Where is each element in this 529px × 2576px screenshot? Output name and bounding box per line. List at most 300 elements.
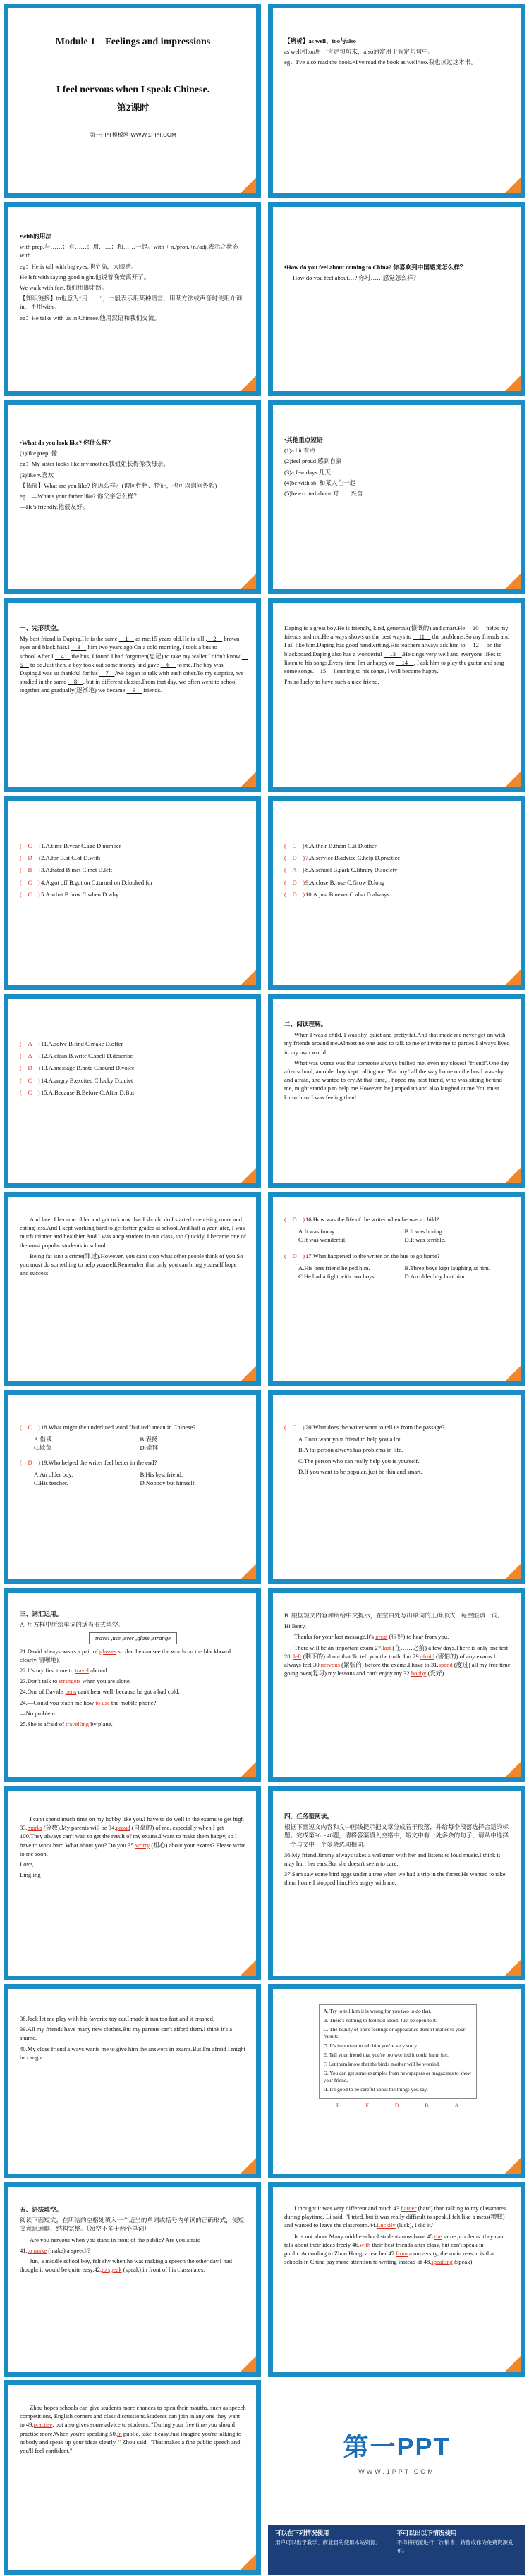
slide-23-grammar[interactable] [4,2182,261,2377]
answer: great [375,1633,388,1641]
slide-25-grammar[interactable] [4,2380,261,2575]
text: public, take it easy.Just imagine you're talking to nobody and speak up your ideas clearly. " Zhou said. "That makes a fine public speech and you'll feel confident." [20,2429,242,2455]
answer: last [382,1644,391,1651]
text: eg：He talks with us in Chinese.他用汉语和我们交流。 [20,314,161,321]
text: (害怕的) of any exams.I always feel 30. [284,1652,496,1669]
blank: 11 [413,633,431,641]
fill-item [20,2246,246,2255]
option: D.It was terrible. [404,1236,446,1244]
text: What was worse was that someone always [294,1059,399,1066]
text: (hard) than talking to my classmates during playtime. [284,2205,506,2221]
options-grid [284,1264,511,1281]
options-grid [20,1470,246,1487]
corner-decoration [241,1564,256,1579]
options: 10.A.just B.never C.also D.always [305,890,389,898]
mc-item [20,1076,246,1085]
answer-key: ( A ) [20,1052,40,1060]
ad-column-text: 不得将资源进行二次销售、转售或作为免费资源发布。 [396,2539,513,2553]
text: (1)like prep. 像…… [20,450,70,457]
answer-key: ( C ) [20,842,40,849]
text: me, even my closest "friend".One day after school, an older boy kept calling me "Fat boy" all the way home on the bus.I was shy and afraid, and wanted to cry.At that time, I hoped my best friend, who was sitting behind me, might stand up to help me.However, he jumped up and also laughed at me.You must know how I was feeling then! [284,1059,509,1101]
fill-item [284,1644,511,1678]
ad-column [275,2529,397,2570]
mc-item [20,1088,246,1097]
text: Lingling [20,1871,41,1879]
answer-letter: D [394,2102,399,2109]
answer: speaking [431,2258,453,2266]
text: How do you feel about…? 你对……感觉怎么样？ [293,274,420,282]
text: a university, the main reason is that schools in China pay more attention to writing instead of 48. [284,2250,495,2266]
text: Zhou hopes schools can give students more chances to open their mouths, such as speech competitions, English corners and class discussions.Students can join in any one they want to 49. [20,2404,246,2429]
corner-decoration [505,1762,521,1777]
options: 8.A.school B.park C.library D.society [305,866,398,874]
slide-19-vocab[interactable] [4,1786,261,1980]
text: 24.—Could you teach me how [20,1699,96,1706]
answer: pens [65,1688,77,1696]
ad-banner [268,2380,525,2525]
answer-key: ( D ) [284,878,305,886]
answer: in [117,2429,122,2437]
blank: 12 [466,641,485,649]
corner-decoration [241,574,256,589]
answer: strangers [59,1677,81,1685]
blank: 3 [71,643,87,651]
answer: harder [401,2205,417,2212]
options: 7.A.service B.advice C.help D.practice [305,854,401,862]
option-line: B. There's nothing to feel bad about. Just be open to it. [323,2016,437,2023]
text: Daping is a great boy.He is friendly, kind, generous(慷慨的) and smart.He [284,624,467,631]
text: •其他重点短语 [284,436,323,443]
section-heading: 四、任务型阅读。 [284,1813,333,1820]
blank: 10 [466,624,485,631]
text: —He's friendly.他很友好。 [20,503,89,511]
text: .He sings very well and everyone likes to listen to his songs.Every time I'm unhappy or [284,650,502,666]
text: eg：He is tall with big eyes.他个高，大眼睛。 [20,262,138,270]
blank: 1 [118,635,135,643]
text: to do.Just then, a boy took out some money and gave [28,660,161,668]
answer: the [434,2232,442,2240]
answer: Luckily [377,2221,396,2229]
slide-9-answers[interactable] [4,796,261,990]
text: eg：—What's your father like? 你父亲怎么样？ [20,493,140,500]
option: C.欺负 [34,1444,52,1452]
text: (很好) to hear from you. [387,1633,449,1641]
corner-decoration [505,2158,521,2174]
answer: with [359,2241,371,2248]
text: by plane. [89,1720,113,1728]
options-grid [20,1435,246,1452]
option: A.Don't want your friend to help you a lot. [298,1436,402,1443]
text: 【辨析】as well、too与also [284,37,356,44]
text: My best friend is Daping.He is the same [20,635,119,643]
section-heading: 二、阅读理解。 [284,1021,327,1028]
option: A.His best friend helped him. [298,1264,370,1271]
mc-item [20,878,246,887]
section-heading: 一、完形填空。 [20,624,63,631]
answer-key: ( A ) [20,1040,40,1047]
slide-10-answers[interactable] [268,796,525,990]
text: I thought it was very different and much 43. [294,2205,401,2212]
slide-1-title[interactable] [4,4,261,198]
text: (担心) about your exams? Please write to me soon. [20,1841,246,1857]
slide-5[interactable] [4,400,261,594]
text: , I ask him to play the guitar and sing some songs. [284,658,504,675]
option: C.The person who can really help you is yourself. [298,1457,420,1465]
slide-26-ad[interactable] [268,2380,525,2575]
text: And later I became older and got to know that I should do I started exercising more and eating less.And I kept working hard to get better grades at school.And half a year later, I was much thinner and healthier.And I was a top student in our class, too.Quickly, I became one of the most popular students in school. [20,1216,246,1249]
text: (爱好). [426,1670,446,1677]
option: A.借钱 [34,1436,52,1443]
corner-decoration [505,574,521,589]
answer: practise [33,2421,53,2429]
text: (make) a speech? [47,2246,90,2254]
text: 25.She is afraid of [20,1720,66,1728]
mc-item [20,865,246,874]
corner-decoration [241,1366,256,1381]
slide-3[interactable] [4,202,261,396]
slide-11-answers[interactable] [4,994,261,1188]
fill-item [20,1720,246,1728]
slide-2[interactable] [268,4,525,198]
ad-column [397,2529,519,2570]
text: •What do you look like? 你什么样？ [20,439,114,446]
corner-decoration [505,1564,521,1579]
slide-18-vocab[interactable] [268,1588,525,1782]
text: —No problem. [20,1709,57,1717]
text: (1)a bit 有点 [284,447,316,455]
corner-decoration [505,2356,521,2372]
fill-item [20,1699,246,1707]
text: friends. [142,686,162,694]
answer-key: ( A ) [284,866,305,874]
answer-key: ( D ) [284,890,305,898]
question: 17.What happened to the writer on the bus to go home? [305,1252,440,1259]
text: 40.My close friend always wants me to give him the answers in exams.But I'm afraid I might be caught. [20,2045,245,2061]
option: D.Nobody but himself. [140,1479,196,1487]
slide-14-questions[interactable] [268,1192,525,1386]
options: 1.A.time B.year C.age D.number [41,842,121,849]
answer: hobby [411,1670,427,1677]
options: 13.A.message B.note C.sound D.voice [41,1064,135,1072]
text: I'm so lucky to have such a nice friend. [284,678,379,686]
answer-key: ( D ) [20,1064,41,1072]
corner-decoration [241,1960,256,1976]
underlined-word: bullied [399,1059,416,1066]
text: 22.It's my first time to [20,1667,75,1675]
text: Thanks for your last message.It's [294,1633,376,1641]
slide-22-options[interactable] [268,1984,525,2178]
lesson-title: I feel nervous when I speak Chinese. [56,84,210,95]
text: the problems.So my friends and I all like him.Daping has good handwriting.His teachers always ask him to [284,633,510,649]
text: as me.15 years old.He is tall , [134,635,207,643]
text: I can't spend much time on my hobby like you.I have to do well in the exams to get high 33. [20,1816,244,1832]
mc-item [20,842,246,850]
corner-decoration [505,1960,521,1976]
answer: travelling [66,1720,90,1728]
slide-4[interactable] [268,202,525,396]
text: , but also gives some advice to students. "During your free time you should practise more.When you're speaking 50. [20,2421,235,2437]
options: 9.A.close B.rose C.Grow D.long [305,878,385,886]
answer-key: ( C ) [20,1424,40,1431]
blank: 2 [207,635,223,643]
answer: left [293,1652,302,1660]
option-line: E. Tell your friend that you're too worried it could harm her. [323,2051,449,2058]
text: (3)a few days 几天 [284,468,332,476]
text: When I was a child, I was shy, quiet and pretty fat.And that made me never get on with my friends around me.Almost no one used to talk to me or invite me to parties.I always lived in my own world. [284,1031,510,1056]
answer: proud [116,1824,130,1832]
text: the mobile phone? [109,1699,157,1706]
text: .We began to talk with each other.To my surprise, we studied in the same [20,670,243,686]
text: (分数).My parents will be 34. [42,1824,116,1832]
option: C.He had a fight with two boys. [298,1273,376,1281]
mc-item [284,890,511,899]
slide-20-task-reading[interactable] [268,1786,525,1980]
text: 23.Don't talk to [20,1677,59,1685]
fill-item [284,2232,511,2267]
option: A.An older boy. [34,1470,73,1478]
text: him two years ago.On a cold morning, I took a bus to school.After I [20,643,217,660]
options: 15.A.Because B.Before C.After D.But [41,1088,135,1096]
text: on the blackboard.Daping also has a wonderful [284,641,501,658]
text: eg：My sister looks like my mother.我姐姐长得像我母亲。 [20,460,169,468]
answer-letter: E [336,2102,340,2109]
slide-13-reading[interactable] [4,1192,261,1386]
text: 【拓展】What are you like? 你怎么样？(询问性格、特征，也可以询问外貌) [20,481,217,489]
options: 3.A.hated B.met C.met D.left [41,866,113,874]
slide-6[interactable] [268,400,525,594]
text: 根据下面短文内容和文中画线提示把文章分成若干段落，并给每个段落选择合适的标题。完成第36～40题，请将答案填入空格中，短文中有一处多余的句子，请从中选择一个与文中一个多余选项相同。 [284,1823,509,1848]
answer: afraid [420,1652,434,1660]
slide-8-cloze[interactable] [268,598,525,792]
answer: glasses [99,1647,117,1655]
answer-letter: F [365,2102,369,2109]
section-heading: 五、语法填空。 [20,2206,63,2213]
text: to me.The boy was Daping.I was so thankful for his [20,660,224,677]
answer-key: ( D ) [20,854,41,862]
options: 11.A.solve B.find C.make D.offer [41,1040,123,1047]
corner-decoration [505,1366,521,1381]
answer: from [396,2250,408,2257]
answer-key: ( C ) [20,1088,40,1096]
answer: spend [438,1661,453,1669]
corner-decoration [241,970,256,985]
word-box: travel ,use ,ever ,glass ,strange [89,1632,177,1644]
section-heading: B. 根据短文内容和所给中文提示，在空白处写出单词的正确形式，每空限填一词。 [284,1612,504,1619]
slide-17-vocab[interactable] [4,1588,261,1782]
lesson-period: 第2课时 [116,101,150,113]
text: •How do you feel about coming to China? 你喜欢到中国感觉怎么样？ [284,264,466,271]
corner-decoration [241,376,256,391]
mc-item [20,853,246,862]
option-line: D. It's important to tell him you're very sorry. [323,2042,418,2049]
text: helps my friends and me.He always shows us the best ways to [284,624,509,641]
answer-key: ( D ) [284,1216,305,1223]
blank: 4 [54,652,71,660]
text: 38.Jack let me play with his favorite toy car.I made it run too fast and it crashed. [20,2015,215,2022]
answer: nervous [320,1661,340,1669]
options: 4.A.got off B.got on C.turned on D.looked for [41,878,153,886]
answer: to use [95,1699,110,1706]
option: B.Three boys kept laughing at him. [404,1264,490,1271]
options: 14.A.angry B.excited C.lucky D.quiet [41,1076,133,1084]
blank: 13 [383,650,402,658]
text: 36.My friend Jimmy always takes a walkman with her and listens to loud music.I think it may hurt her ears.But she doesn't seem to care. [284,1851,501,1868]
option: C.His teacher. [34,1479,68,1487]
text [284,1059,511,1102]
option: D.An older boy hurt him. [404,1273,466,1281]
mc-item [20,1040,246,1048]
text: (luck), I did it." [395,2221,435,2229]
text: , but in different classes.From that day, we often went to school together and gradually(逐渐地) we became [20,678,237,694]
text: (speak). [452,2258,474,2266]
corner-decoration [241,2554,256,2570]
mc-item [20,1052,246,1060]
fill-item [284,2204,511,2230]
text: He left with saying good night.他说着晚安离开了。 [20,273,150,281]
question: 19.Who helped the writer feel better in the end? [41,1458,157,1466]
corner-decoration [241,772,256,787]
mc-item [284,1423,511,1431]
text: so that he can see the words on the blackboard clearly(清晰地). [20,1647,231,1663]
text: Li said. "I tried, but it was really difficult to speak.I felt like a mess(糟糕) and wanted to leave the classroom.44. [284,2213,505,2229]
text: (4)be with sb. 和某人在一起 [284,479,356,486]
option: B.It was boring. [404,1228,444,1235]
blank: 7 [99,670,115,677]
blank: 9 [126,686,142,694]
mc-item [20,1458,246,1467]
answer-letter: A [454,2102,459,2109]
corner-decoration [241,1762,256,1777]
ad-column-text: 用户可以出于教学、商业目的使用本站资源。 [275,2539,381,2546]
option: B.His best friend. [140,1470,183,1478]
fill-item [20,1815,246,1858]
fill-item [20,2257,246,2274]
mc-item [20,890,246,899]
answer-key: ( D ) [284,854,305,862]
option: C.It was wonderful. [298,1236,347,1244]
answer-key: ( D ) [284,1252,305,1259]
mc-item [284,1215,511,1224]
brand-logo: 第一PPT [343,2432,451,2461]
answer-key: ( D ) [20,1458,41,1466]
cloze-passage [20,634,246,694]
fill-item [20,1687,246,1696]
text: 41. [20,2246,28,2254]
text: (剩下的) about that.To tell you the truth, I'm 29. [301,1652,420,1660]
answer-key: ( C ) [20,890,40,898]
text: the bus, I found I had forgotten(忘记) to take my wallet.I didn't know [70,652,242,660]
text: abroad. [89,1667,109,1675]
text: (speak) in front of his classmates. [121,2266,205,2274]
blank: 8 [68,678,83,686]
text: Jun, a middle school boy, felt shy when he was making a speech the other day.I had thought it would be quite easy.42. [20,2257,232,2274]
text: 【知识链接】in也意为“用……”，一般表示用某种语言，用某方法或声音时使用介词in，不用with。 [20,295,243,311]
answer-letters [324,2102,472,2109]
corner-decoration [505,178,521,193]
slide-21-task-reading[interactable] [4,1984,261,2178]
options: 2.A.for B.at C.of D.with [41,854,101,862]
text: 21.David always wears a pair of [20,1647,99,1655]
question: 20.What does the writer want to tell us from the passage? [305,1424,445,1431]
text: (紧张的) before the exams.I have to 31. [340,1661,439,1669]
slide-7-cloze[interactable] [4,598,261,792]
corner-decoration [241,2356,256,2372]
slide-24-grammar[interactable] [268,2182,525,2377]
cloze-passage [284,624,511,675]
text: 24.One of David's [20,1688,66,1696]
ad-column-heading: 可以在下列情况使用 [275,2529,329,2537]
answer: travel [75,1667,89,1675]
answer-key: ( C ) [20,1076,40,1084]
answer: to speak [102,2266,122,2274]
ad-column-heading: 不可以出以下情况使用 [396,2529,457,2537]
option: B.表扬 [140,1436,158,1443]
answer-key: ( C ) [284,842,305,849]
options: 6.A.their B.them C.it D.other [305,842,377,849]
text: (在……之前) a few days.There is only one test 28. [284,1644,509,1660]
options-list [284,1435,511,1476]
text: Being fat isn't a crime(罪过).However, you can't stop what other people think of you.So you must do something to help yourself.Remember that only you can bring yourself hope and success. [20,1252,243,1277]
options-grid [284,1227,511,1244]
text: their best friends after class, but can't speak in public.According to Zhou Hong, a teacher 47. [284,2241,484,2257]
text: There will be an important exam 27. [294,1644,383,1651]
blank: 15 [314,667,332,675]
answer-key: ( C ) [284,1424,305,1431]
text: (2)like v.喜欢 [20,471,54,479]
option-line: H. It's good to be careful about the things you say. [323,2085,428,2093]
text: listening to his songs, I will become happy. [332,667,439,675]
fill-item [20,2403,246,2455]
text: Love, [20,1861,34,1868]
options: 12.A.clean B.write C.spell D.describe [41,1052,133,1060]
section-heading: 三、词汇运用。 [20,1610,63,1617]
mc-item [20,1423,246,1431]
text: brown eyes and black hair.I [20,635,240,651]
option: A.It was funny. [298,1228,336,1235]
text: as well和too用于肯定句句末，also通常用于肯定句句中。 [284,48,434,56]
slide-16-questions[interactable] [268,1390,525,1584]
corner-decoration [505,376,521,391]
corner-decoration [505,772,521,787]
brand-url: WWW.1PPT.COM [358,2467,435,2475]
mc-item [20,1064,246,1072]
question: 18.What might the underlined word "bullied" mean in Chinese? [41,1424,196,1431]
corner-decoration [241,178,256,193]
fill-item [284,1632,511,1641]
answer: marks [27,1824,42,1832]
option: D.If you want to be popular, just be thin and smart. [298,1467,422,1475]
corner-decoration [505,970,521,985]
corner-decoration [241,2158,256,2174]
option: D.崇拜 [140,1444,159,1452]
text: with prep.与……；有……；用……；和……一起。with + n./pron.+n./adj.表示之状态with… [20,243,238,259]
fill-item [20,1677,246,1685]
option: B.A fat person always has problems in life. [298,1446,403,1454]
options: 5.A.what B.how C.when D.why [41,890,119,898]
module-title: Module 1 Feelings and impressions [55,37,211,47]
text: eg：I've also read the book.=I've read the book as well/too.我也读过这本书。 [284,58,478,66]
blank: 14 [395,658,414,666]
slide-12-reading[interactable] [268,994,525,1188]
option-line: G. You can get some examples from newspapers or magazines to show your friend. [323,2069,472,2083]
answer-letter: B [425,2102,429,2109]
text: (5)be excited about 对……兴奋 [284,490,363,498]
slide-15-questions[interactable] [4,1390,261,1584]
ad-footer [268,2525,525,2575]
option-line: C. The beauty of one's feelings or appearance doesn't matter to your friends. [323,2026,466,2040]
answer-key: ( B ) [20,866,40,874]
source-credit: 第一PPT模板网-WWW.1PPT.COM [90,132,176,139]
